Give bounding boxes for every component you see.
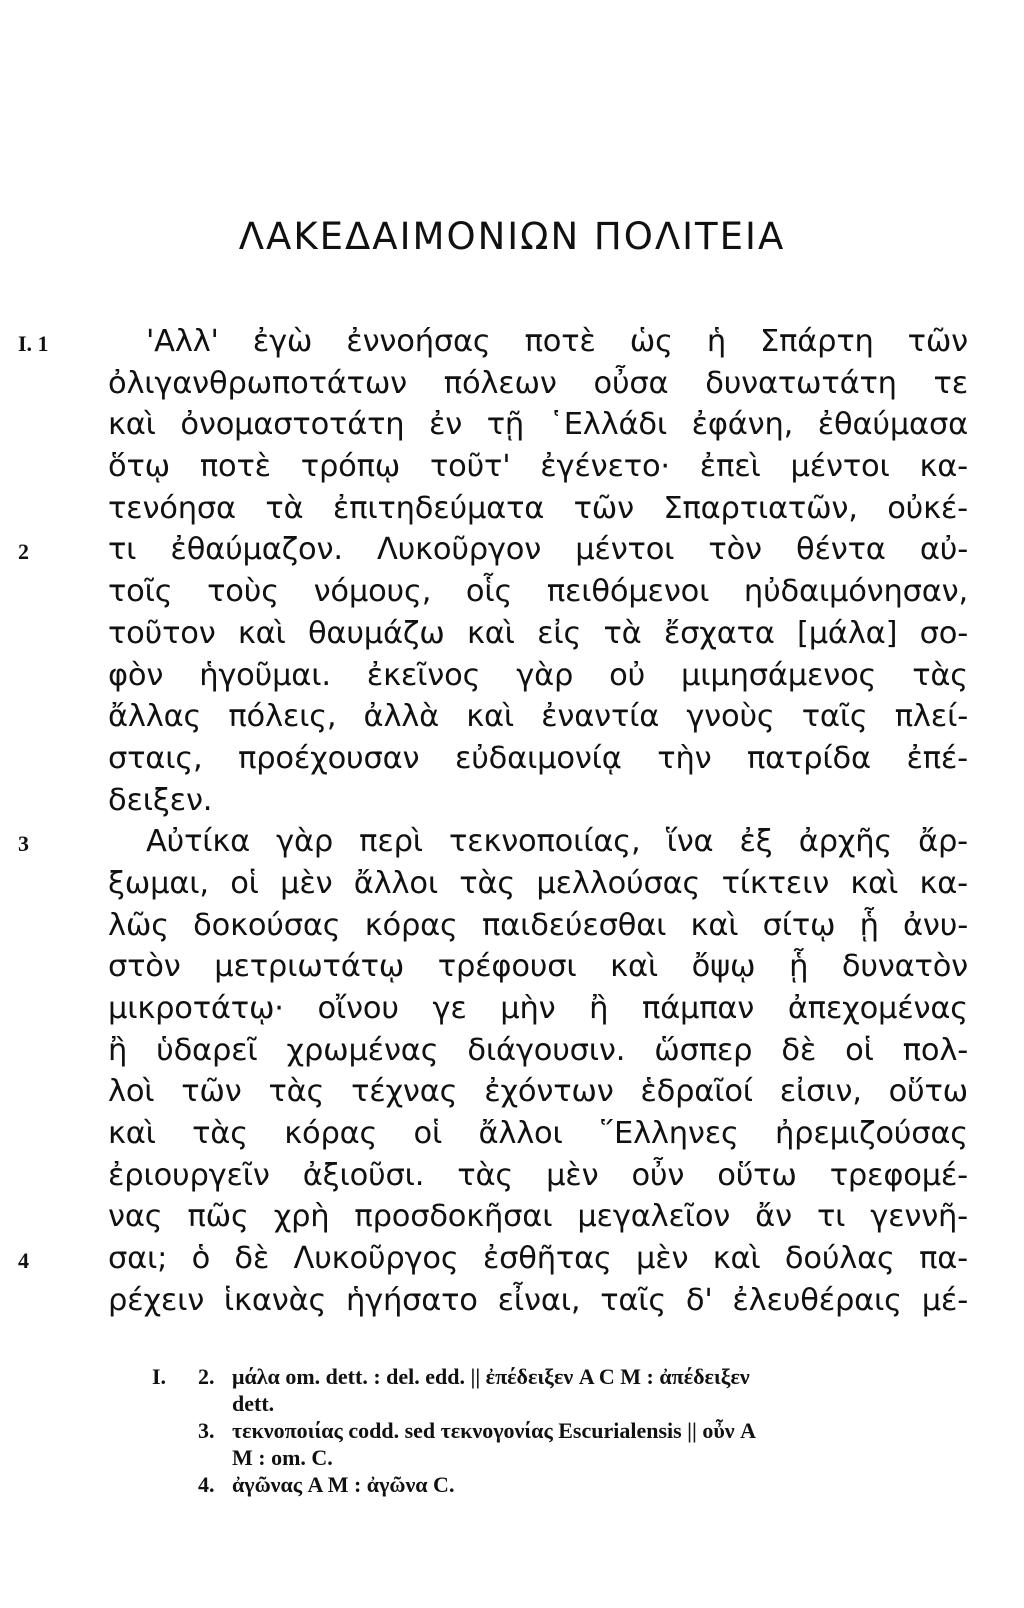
note-text: ἀγῶνας A M : ἀγῶνα C.: [232, 1472, 455, 1497]
section-number: I. 1: [18, 331, 49, 356]
line-text: ὅτῳ ποτὲ τρόπῳ τοῦτ' ἐγένετο· ἐπεὶ μέντοι κα-: [108, 449, 968, 485]
text-line: [0, 1071, 1024, 1113]
line-text: καὶ ὀνομαστοτάτη ἐν τῇ ῾Ελλάδι ἐφάνη, ἐθαύμασα: [108, 407, 968, 443]
note-continuation-line: [0, 1390, 1024, 1417]
text-line: [0, 488, 1024, 530]
text-line: [0, 988, 1024, 1030]
text-line: [0, 1155, 1024, 1197]
line-text: φὸν ἡγοῦμαι. ἐκεῖνος γὰρ οὐ μιμησάμενος τὰς: [108, 657, 968, 693]
note-continuation: dett.: [232, 1391, 275, 1416]
line-text: σταις, προέχουσαν εὐδαιμονίᾳ τὴν πατρίδα ἐπέ-: [108, 740, 968, 776]
text-line: [0, 529, 1024, 571]
line-text: λῶς δοκούσας κόρας παιδεύεσθαι καὶ σίτῳ ᾗ ἀνυ-: [108, 907, 968, 943]
note-line: [0, 1471, 1024, 1498]
line-text: 'Αλλ' ἐγὼ ἐννοήσας ποτὲ ὡς ἡ Σπάρτη τῶν: [146, 324, 968, 359]
text-line: [0, 655, 1024, 697]
page-title: ΛΑΚΕΔΑΙΜΟΝΙΩΝ ΠΟΛΙΤΕΙΑ: [238, 215, 786, 258]
line-text: σαι; ὁ δὲ Λυκοῦργος ἐσθῆτας μὲν καὶ δούλας πα-: [108, 1241, 968, 1277]
text-line: [0, 1113, 1024, 1155]
text-line: [0, 780, 1024, 822]
text-line: [0, 1030, 1024, 1072]
section-number: 3: [18, 831, 29, 857]
text-line: [0, 404, 1024, 446]
body-text: [0, 321, 1024, 1322]
line-text: ὀλιγανθρωποτάτων πόλεων οὖσα δυνατωτάτη τε: [108, 365, 968, 401]
text-line: [0, 821, 1024, 863]
apparatus-notes: [0, 1363, 1024, 1498]
section-number: 2: [18, 539, 29, 565]
line-text: ἄλλας πόλεις, ἀλλὰ καὶ ἐναντία γνοὺς ταῖς πλεί-: [108, 699, 968, 735]
line-text: νας πῶς χρὴ προσδοκῆσαι μεγαλεῖον ἄν τι γεννῆ-: [108, 1199, 968, 1235]
line-text: καὶ τὰς κόρας οἱ ἄλλοι ῞Ελληνες ἠρεμιζούσας: [108, 1116, 968, 1152]
text-line: [0, 363, 1024, 405]
note-text: τεκνοποιίας codd. sed τεκνογονίας Escurialensis || οὖν A: [232, 1418, 757, 1443]
text-line: [0, 696, 1024, 738]
line-text: μικροτάτῳ· οἴνου γε μὴν ἢ πάμπαν ἀπεχομένας: [108, 991, 968, 1026]
note-line: [0, 1417, 1024, 1444]
text-line: [0, 863, 1024, 905]
note-number: 3.: [198, 1418, 215, 1443]
line-text: Αὐτίκα γὰρ περὶ τεκνοποιίας, ἵνα ἐξ ἀρχῆς ἄρ-: [146, 824, 968, 860]
line-text: τοῦτον καὶ θαυμάζω καὶ εἰς τὰ ἔσχατα [μάλα] σο-: [108, 615, 968, 651]
section-number: 4: [18, 1248, 29, 1274]
note-section: I.: [152, 1364, 167, 1389]
text-line: [0, 946, 1024, 988]
note-continuation: M : om. C.: [232, 1445, 333, 1470]
note-number: 2.: [198, 1364, 215, 1389]
text-line: [0, 571, 1024, 613]
line-text: τι ἐθαύμαζον. Λυκοῦργον μέντοι τὸν θέντα αὐ-: [108, 532, 968, 568]
line-text: δειξεν.: [108, 782, 213, 818]
text-line: [0, 1196, 1024, 1238]
line-text: ἢ ὑδαρεῖ χρωμένας διάγουσιν. ὥσπερ δὲ οἱ πολ-: [108, 1032, 968, 1068]
text-line: [0, 613, 1024, 655]
text-line: [0, 321, 1024, 363]
line-text: ρέχειν ἱκανὰς ἡγήσατο εἶναι, ταῖς δ' ἐλευθέραις μέ-: [108, 1282, 968, 1318]
line-text: ξωμαι, οἱ μὲν ἄλλοι τὰς μελλούσας τίκτειν καὶ κα-: [108, 865, 968, 901]
line-text: στὸν μετριωτάτῳ τρέφουσι καὶ ὄψῳ ᾗ δυνατὸν: [108, 949, 968, 985]
line-text: τοῖς τοὺς νόμους, οἷς πειθόμενοι ηὐδαιμόνησαν,: [108, 574, 968, 610]
text-line: [0, 905, 1024, 947]
note-continuation-line: [0, 1444, 1024, 1471]
line-text: λοὶ τῶν τὰς τέχνας ἐχόντων ἑδραῖοί εἰσιν, οὕτω: [108, 1074, 968, 1110]
text-line: [0, 1238, 1024, 1280]
text-line: [0, 446, 1024, 488]
text-line: [0, 738, 1024, 780]
note-number: 4.: [198, 1472, 215, 1497]
line-text: τενόησα τὰ ἐπιτηδεύματα τῶν Σπαρτιατῶν, οὐκέ-: [108, 490, 968, 526]
line-text: ἐριουργεῖν ἀξιοῦσι. τὰς μὲν οὖν οὕτω τρεφομέ-: [108, 1157, 968, 1193]
text-line: [0, 1280, 1024, 1322]
note-line: [0, 1363, 1024, 1390]
note-text: μάλα om. dett. : del. edd. || ἐπέδειξεν A C M : ἀπέδειξεν: [232, 1364, 750, 1389]
